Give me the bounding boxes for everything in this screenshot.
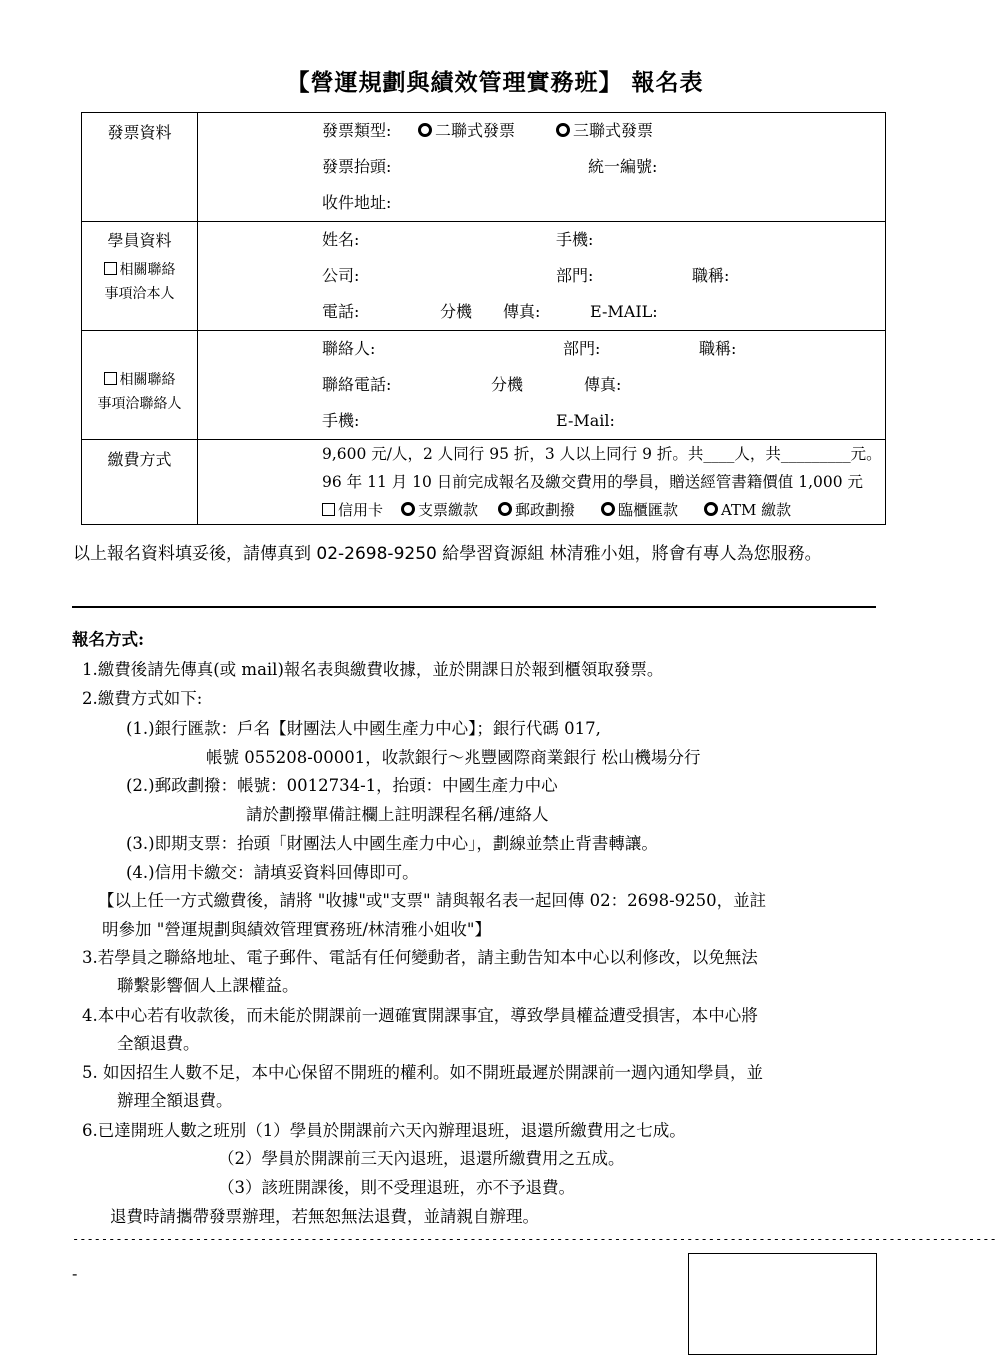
invoice-type-label: 發票類型: (322, 121, 392, 140)
tax-id-field[interactable]: 統一編號: (588, 157, 658, 176)
contact-row (82, 331, 886, 440)
instruction-6: 6.已達開班人數之班別（1）學員於開課前六天內辦理退班，退還所繳費用之七成。 (82, 1121, 686, 1140)
fax-note: 以上報名資料填妥後，請傳真到 02-2698-9250 給學習資源組 林清雅小姐，將會有專人為您服務。 (73, 544, 822, 564)
cut-line-end: - (72, 1264, 78, 1283)
instruction-2-bank-account: 帳號 055208-00001，收款銀行～兆豐國際商業銀行 松山機場分行 (206, 748, 701, 767)
pay-check[interactable]: 支票繳款 (401, 496, 478, 524)
instruction-3: 3.若學員之聯絡地址、電子郵件、電話有任何變動者，請主動告知本中心以利修改，以免無法 (82, 948, 758, 967)
instruction-4-cont: 全額退費。 (117, 1034, 200, 1053)
checkbox-icon (104, 262, 117, 275)
radio-icon (601, 502, 615, 516)
pay-counter[interactable]: 臨櫃匯款 (601, 496, 678, 524)
contact-person-field[interactable]: 聯絡人: (322, 339, 376, 358)
cut-line: -------------------------------------------------------------------------------------------------------------------------------- (72, 1232, 997, 1246)
contact-fields (198, 331, 886, 440)
radio-icon (401, 502, 415, 516)
pay-postal[interactable]: 郵政劃撥 (498, 496, 575, 524)
student-ext-field[interactable]: 分機 (440, 302, 473, 321)
radio-icon (498, 502, 512, 516)
student-company-field[interactable]: 公司: (322, 266, 360, 285)
student-label-cell (82, 222, 198, 331)
instruction-2-card: (4.)信用卡繳交：請填妥資料回傳即可。 (126, 863, 419, 882)
contact-mobile-field[interactable]: 手機: (322, 411, 360, 430)
payment-label: 繳費方式 (107, 450, 172, 469)
radio-icon (418, 123, 432, 137)
stamp-box (688, 1253, 877, 1355)
contact-person-note: 事項洽聯絡人 (97, 396, 182, 412)
invoice-row (82, 113, 886, 222)
instruction-2-postal: (2.)郵政劃撥：帳號：0012734-1，抬頭：中國生產力中心 (126, 776, 558, 795)
instruction-2-check: (3.)即期支票：抬頭「財團法人中國生產力中心」，劃線並禁止背書轉讓。 (126, 834, 658, 853)
payment-row (82, 440, 886, 525)
invoice-label: 發票資料 (107, 123, 172, 142)
contact-fax-field[interactable]: 傳真: (584, 375, 622, 394)
contact-ext-field[interactable]: 分機 (491, 375, 524, 394)
student-email-field[interactable]: E-MAIL: (590, 302, 658, 321)
radio-icon (704, 502, 718, 516)
contact-label-cell (82, 331, 198, 440)
invoice-address-field[interactable]: 收件地址: (322, 193, 392, 212)
contact-dept-field[interactable]: 部門: (563, 339, 601, 358)
form-title: 【營運規劃與績效管理實務班】 報名表 (286, 70, 704, 96)
instruction-2-postal-note: 請於劃撥單備註欄上註明課程名稱/連絡人 (246, 805, 549, 824)
student-mobile-field[interactable]: 手機: (556, 230, 594, 249)
instruction-1: 1.繳費後請先傳真(或 mail)報名表與繳費收據，並於開課日於報到櫃領取發票。 (82, 660, 664, 679)
instruction-note-1: 【以上任一方式繳費後，請將 "收據"或"支票" 請與報名表一起回傳 02：2698-9250，並註 (98, 891, 767, 910)
student-title-field[interactable]: 職稱: (692, 266, 730, 285)
registration-table (81, 112, 886, 525)
instruction-7: 退費時請攜帶發票辦理，若無恕無法退費，並請親自辦理。 (110, 1207, 539, 1226)
pay-credit-card[interactable]: 信用卡 (322, 496, 383, 524)
instruction-2-bank: (1.)銀行匯款：戶名【財團法人中國生產力中心】；銀行代碼 017, (126, 719, 601, 738)
contact-title-field[interactable]: 職稱: (699, 339, 737, 358)
instruction-6-3: （3）該班開課後，則不受理退班，亦不予退費。 (218, 1178, 575, 1197)
student-dept-field[interactable]: 部門: (556, 266, 594, 285)
instructions-heading: 報名方式: (72, 630, 145, 649)
pay-atm[interactable]: ATM 繳款 (704, 496, 791, 524)
invoice-option-three[interactable]: 三聯式發票 (556, 113, 653, 149)
instruction-4: 4.本中心若有收款後，而未能於開課前一週確實開課事宜，導致學員權益遭受損害，本中心將 (82, 1006, 758, 1025)
instruction-6-2: （2）學員於開課前三天內退班，退還所繳費用之五成。 (218, 1149, 625, 1168)
student-row (82, 222, 886, 331)
invoice-option-two[interactable]: 二聯式發票 (418, 113, 515, 149)
student-label: 學員資料 (107, 231, 172, 250)
invoice-fields (198, 113, 886, 222)
student-phone-field[interactable]: 電話: (322, 302, 360, 321)
divider (72, 606, 876, 608)
contact-phone-field[interactable]: 聯絡電話: (322, 375, 392, 394)
student-fax-field[interactable]: 傳真: (503, 302, 541, 321)
contact-self-checkbox[interactable]: 相關聯絡 (82, 257, 197, 284)
invoice-header-field[interactable]: 發票抬頭: (322, 157, 392, 176)
checkbox-icon (322, 503, 335, 516)
checkbox-icon (104, 372, 117, 385)
radio-icon (556, 123, 570, 137)
student-name-field[interactable]: 姓名: (322, 230, 360, 249)
invoice-label-cell (82, 113, 198, 222)
instruction-3-cont: 聯繫影響個人上課權益。 (117, 976, 299, 995)
instruction-2: 2.繳費方式如下: (82, 689, 203, 708)
pricing-text: 9,600 元/人，2 人同行 95 折，3 人以上同行 9 折。共____人，共_________元。 (322, 445, 882, 463)
payment-label-cell (82, 440, 198, 525)
contact-self-note: 事項洽本人 (104, 286, 175, 302)
contact-person-checkbox[interactable]: 相關聯絡 (82, 367, 197, 394)
student-fields (198, 222, 886, 331)
instruction-note-2: 明參加 "營運規劃與績效管理實務班/林清雅小姐收"】 (102, 920, 491, 939)
payment-fields (198, 440, 886, 525)
contact-email-field[interactable]: E-Mail: (556, 411, 615, 430)
instruction-5: 5. 如因招生人數不足，本中心保留不開班的權利。如不開班最遲於開課前一週內通知學員，並 (82, 1063, 763, 1082)
instruction-5-cont: 辦理全額退費。 (117, 1091, 233, 1110)
early-bird-text: 96 年 11 月 10 日前完成報名及繳交費用的學員，贈送經管書籍價值 1,000 元 (322, 473, 864, 491)
